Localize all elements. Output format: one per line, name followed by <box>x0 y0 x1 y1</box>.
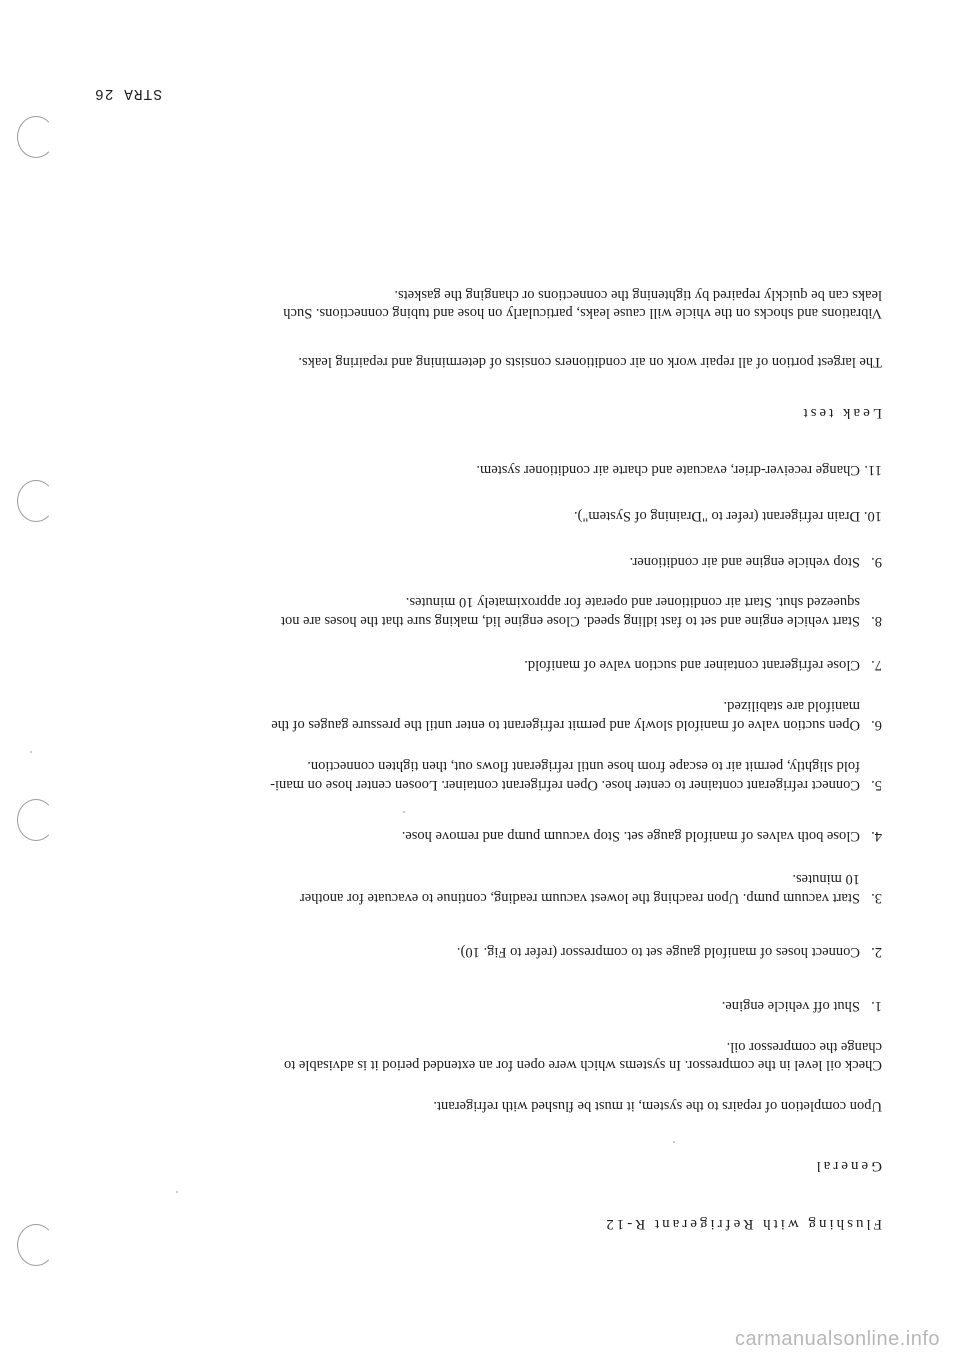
general-intro: Upon completion of repairs to the system, it must be flushed with refrigerant. <box>433 1098 882 1114</box>
punch-hole <box>17 116 55 158</box>
step-number: 5. <box>871 777 882 793</box>
step-number: 9. <box>871 554 882 570</box>
oil-check-line: change the compressor oil. <box>726 1039 882 1055</box>
list-item <box>630 553 882 571</box>
step-number: 2. <box>871 944 882 960</box>
leak-test-paragraph: The largest portion of all repair work on air conditioners consists of determining and repairing leaks. <box>298 354 882 370</box>
list-item <box>271 716 882 734</box>
step-number: 4. <box>871 828 882 844</box>
step-number: 1. <box>871 998 882 1014</box>
section-heading-leak-test: Leak test <box>800 405 882 421</box>
punch-hole <box>17 799 55 841</box>
step-text: Start vacuum pump. Upon reaching the lowest vacuum reading, continue to evacuate for another <box>299 890 860 906</box>
step-text: Shut off vehicle engine. <box>721 998 860 1014</box>
step-number: 3. <box>871 890 882 906</box>
step-text: Stop vehicle engine and air conditioner. <box>629 554 860 570</box>
section-heading-general: General <box>813 1158 882 1174</box>
page-number: STRA 26 <box>94 85 162 101</box>
list-item <box>524 656 882 674</box>
list-item <box>300 889 882 907</box>
step-number: 7. <box>871 657 882 673</box>
list-item <box>722 997 882 1015</box>
step-text: Open suction valve of manifold slowly and permit refrigerant to enter until the pressure gauges of the <box>271 717 860 733</box>
list-item <box>402 827 882 845</box>
leak-test-paragraph: Vibrations and shocks on the vhicle will cause leaks, particularly on hose and tubing connections. Such <box>283 305 882 321</box>
step-text: Connect refrigerant container to center hose. Open refrigerant container. Loosen center hose on mani- <box>270 777 860 793</box>
step-text: Change receiver-drier, evacuate and charte air conditioner system. <box>476 462 860 478</box>
step-text: Close both valves of manifold gauge set. Stop vacuum pump and remove hose. <box>401 828 860 844</box>
step-number: 10. <box>863 508 882 524</box>
list-item <box>457 943 882 961</box>
step-number: 11. <box>864 462 882 478</box>
step-number: 8. <box>871 613 882 629</box>
step-text-continued: squeezed shut. Start air conditioner and operate for approximately 10 minutes. <box>405 594 860 610</box>
list-item <box>574 507 882 525</box>
leak-test-paragraph: leaks can be quickly repaired by tightening the connections or changing the gaskets. <box>394 287 882 303</box>
step-number: 6. <box>871 717 882 733</box>
step-text: Start vehicle engine and set to fast idling speed. Close engine lid, making sure that the hoses are not <box>280 613 860 629</box>
oil-check-line: Check oil level in the compressor. In systems which were open for an extended period it is advisable to <box>284 1057 882 1073</box>
list-item <box>476 461 882 479</box>
punch-hole <box>17 1224 55 1266</box>
step-text-continued: fold slightly, permit air to escape from hose until refrigerant flows out, then tighten connection. <box>307 758 860 774</box>
list-item <box>281 612 882 630</box>
step-text: Connect hoses of manifold gauge set to compressor (refer to Fig. 10). <box>456 944 860 960</box>
list-item <box>270 776 882 794</box>
step-text: Drain refrigerant (refer to "Draining of System"). <box>573 508 860 524</box>
punch-hole <box>17 480 55 522</box>
watermark: carmanualsonline.info <box>734 1328 940 1350</box>
page-title: Flushing with Refrigerant R-12 <box>603 1216 882 1232</box>
step-text: Close refrigerant container and suction valve of manifold. <box>524 657 860 673</box>
step-text-continued: 10 minutes. <box>792 871 860 887</box>
step-text-continued: manifold are stabilized. <box>723 698 860 714</box>
